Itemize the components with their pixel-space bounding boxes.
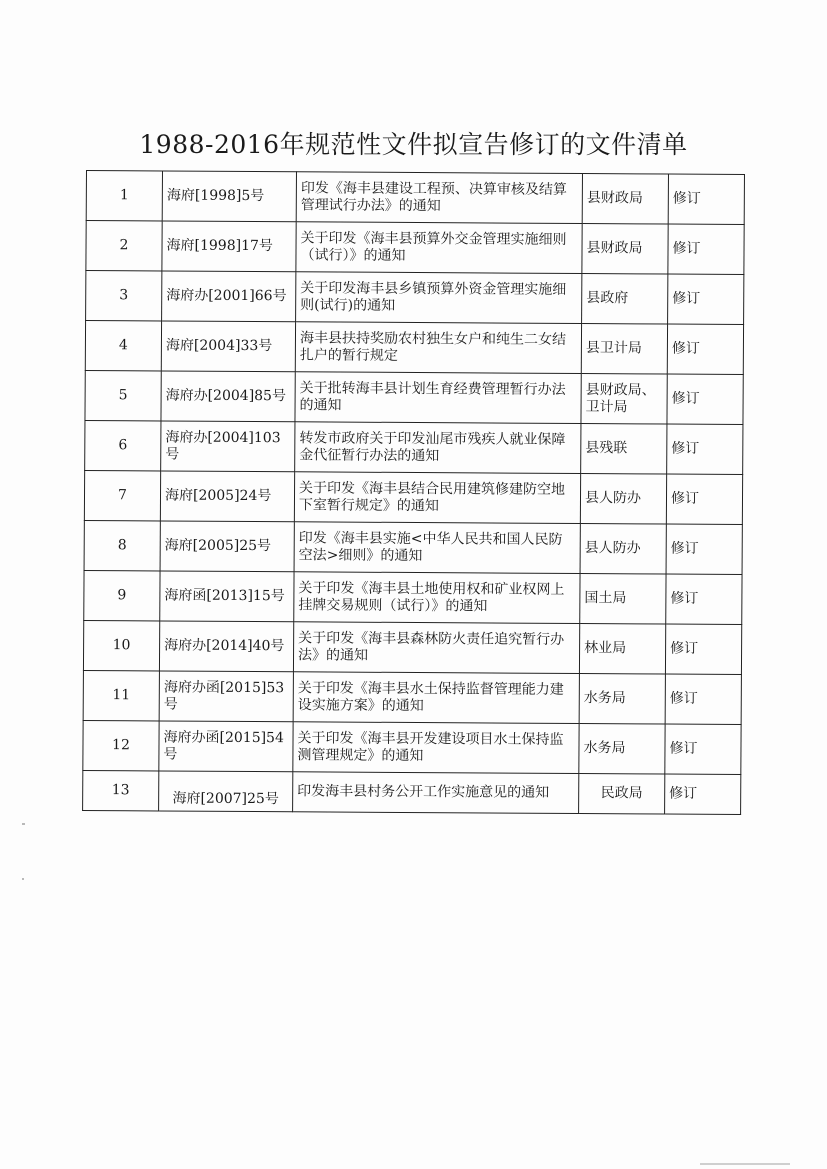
document-number: 海府[2005]24号 xyxy=(160,471,294,522)
action: 修订 xyxy=(666,474,742,524)
row-number: 12 xyxy=(83,720,159,770)
scan-speck xyxy=(22,823,25,825)
table-row xyxy=(85,420,743,474)
row-number: 5 xyxy=(85,370,161,420)
document-number: 海府办[2001]66号 xyxy=(162,271,296,322)
action: 修订 xyxy=(665,774,741,814)
row-number: 7 xyxy=(84,470,160,520)
action: 修订 xyxy=(665,724,741,774)
table-row xyxy=(86,271,744,325)
document-number: 海府[2004]33号 xyxy=(161,321,295,372)
document-number: 海府办[2004]85号 xyxy=(161,371,295,422)
department: 县残联 xyxy=(581,424,667,475)
document-title-cell: 印发海丰县村务公开工作实施意见的通知 xyxy=(293,772,579,814)
table-row xyxy=(83,720,741,774)
action: 修订 xyxy=(666,574,742,624)
document-title-cell: 关于印发《海丰县结合民用建筑修建防空地下室暂行规定》的通知 xyxy=(294,472,580,524)
row-number: 3 xyxy=(86,271,162,321)
table-row xyxy=(84,570,742,624)
scan-edge-mark xyxy=(700,1163,790,1165)
row-number: 2 xyxy=(86,221,162,271)
document-title-cell: 关于印发《海丰县森林防火责任追究暂行办法》的通知 xyxy=(293,622,579,674)
table-row xyxy=(83,770,741,814)
document-title: 1988-2016年规范性文件拟宣告修订的文件清单 xyxy=(139,130,688,159)
action: 修订 xyxy=(665,624,741,674)
table-row xyxy=(85,370,743,424)
document-number: 海府[1998]17号 xyxy=(162,221,296,272)
table-row xyxy=(86,171,744,225)
document-list-table xyxy=(82,170,745,815)
department: 县人防办 xyxy=(580,474,666,525)
department: 县政府 xyxy=(582,274,668,325)
document-title-cell: 印发《海丰县建设工程预、决算审核及结算管理试行办法》的通知 xyxy=(296,172,582,224)
row-number: 10 xyxy=(83,620,159,670)
department: 县卫计局 xyxy=(581,324,667,375)
department: 林业局 xyxy=(579,624,665,675)
document-title-cell: 关于印发《海丰县水土保持监督管理能力建设实施方案》的通知 xyxy=(293,672,579,724)
row-number: 13 xyxy=(83,770,159,810)
row-number: 6 xyxy=(85,420,161,470)
document-title-cell: 转发市政府关于印发汕尾市残疾人就业保障金代征暂行办法的通知 xyxy=(295,422,581,474)
document-number: 海府[2007]25号 xyxy=(159,771,293,812)
action: 修订 xyxy=(668,274,744,324)
scan-speck xyxy=(22,878,24,880)
department: 国土局 xyxy=(580,574,666,625)
document-number: 海府函[2013]15号 xyxy=(160,571,294,622)
table-row xyxy=(85,321,743,375)
row-number: 9 xyxy=(84,570,160,620)
table-row xyxy=(86,221,744,275)
document-title-cell: 关于印发《海丰县预算外交金管理实施细则（试行）》的通知 xyxy=(296,222,582,274)
department: 县人防办 xyxy=(580,524,666,575)
document-number: 海府办函[2015]54号 xyxy=(159,721,293,772)
row-number: 8 xyxy=(84,520,160,570)
department: 县财政局、卫计局 xyxy=(581,374,667,425)
row-number: 4 xyxy=(85,321,161,371)
document-number: 海府[1998]5号 xyxy=(162,171,296,222)
department: 民政局 xyxy=(579,774,665,815)
row-number: 1 xyxy=(86,171,162,221)
document-number: 海府办[2004]103号 xyxy=(161,421,295,472)
document-title-cell: 关于批转海丰县计划生育经费管理暂行办法的通知 xyxy=(295,372,581,424)
action: 修订 xyxy=(667,324,743,374)
document-title-cell: 关于印发《海丰县土地使用权和矿业权网上挂牌交易规则（试行）》的通知 xyxy=(294,572,580,624)
row-number: 11 xyxy=(83,670,159,720)
document-title-cell: 关于印发《海丰县开发建设项目水土保持监测管理规定》的通知 xyxy=(293,722,579,774)
action: 修订 xyxy=(666,524,742,574)
document-title-cell: 印发《海丰县实施<中华人民共和国人民防空法>细则》的通知 xyxy=(294,522,580,574)
action: 修订 xyxy=(668,224,744,274)
department: 水务局 xyxy=(579,724,665,775)
action: 修订 xyxy=(668,174,744,224)
table-row xyxy=(84,470,742,524)
table-row xyxy=(83,670,741,724)
department: 县财政局 xyxy=(582,174,668,225)
action: 修订 xyxy=(667,424,743,474)
document-number: 海府办[2014]40号 xyxy=(159,621,293,672)
document-number: 海府办函[2015]53号 xyxy=(159,671,293,722)
department: 县财政局 xyxy=(582,224,668,275)
department: 水务局 xyxy=(579,674,665,725)
table-row xyxy=(83,620,741,674)
document-number: 海府[2005]25号 xyxy=(160,521,294,572)
table-row xyxy=(84,520,742,574)
document-title-cell: 关于印发海丰县乡镇预算外资金管理实施细则(试行)的通知 xyxy=(296,272,582,324)
action: 修订 xyxy=(665,674,741,724)
action: 修订 xyxy=(667,374,743,424)
document-title-cell: 海丰县扶持奖励农村独生女户和纯生二女结扎户的暂行规定 xyxy=(295,322,581,374)
